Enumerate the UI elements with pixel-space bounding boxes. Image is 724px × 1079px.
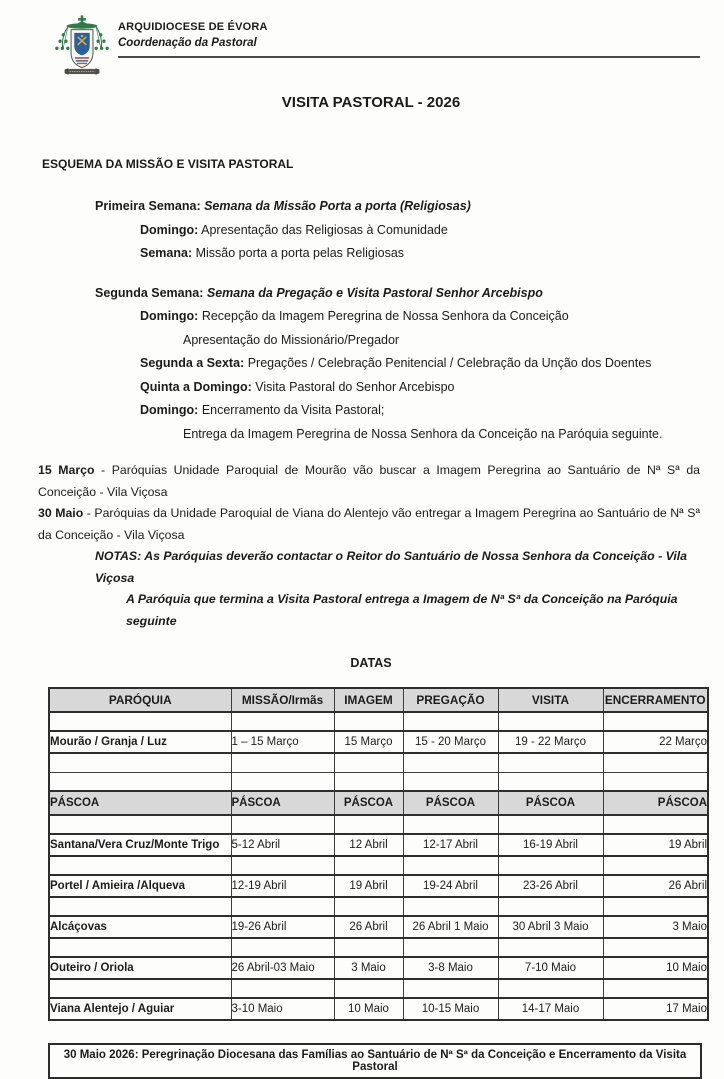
date-cell: 12-17 Abril <box>403 834 498 856</box>
empty-cell <box>403 897 498 916</box>
empty-cell <box>231 753 334 772</box>
date-label: 30 Maio <box>38 506 84 520</box>
empty-cell <box>49 938 231 957</box>
datas-heading: DATAS <box>350 656 392 670</box>
empty-cell <box>334 897 403 916</box>
date-label: 15 Março <box>38 463 95 477</box>
empty-cell <box>603 815 708 834</box>
date-cell: 17 Maio <box>603 998 708 1020</box>
week2-item: Apresentação do Missionário/Pregador <box>183 332 400 347</box>
parish-cell: Santana/Vera Cruz/Monte Trigo <box>49 834 231 856</box>
empty-cell <box>334 753 403 772</box>
week2-title <box>95 282 700 306</box>
parish-cell: Viana Alentejo / Aguiar <box>49 998 231 1020</box>
empty-cell <box>603 712 708 731</box>
empty-cell <box>403 856 498 875</box>
date-cell: 10 Maio <box>334 998 403 1020</box>
spacer-row <box>49 712 708 731</box>
season-cell: PÁSCOA <box>403 791 498 815</box>
week2-block <box>95 282 700 447</box>
empty-cell <box>403 938 498 957</box>
empty-cell <box>603 772 708 791</box>
empty-cell <box>49 856 231 875</box>
spacer-row <box>49 856 708 875</box>
date-cell: 7-10 Maio <box>498 957 603 979</box>
empty-cell <box>231 897 334 916</box>
empty-cell <box>603 979 708 998</box>
table-row <box>49 875 708 897</box>
date-cell: 23-26 Abril <box>498 875 603 897</box>
week2-item: Domingo: Recepção da Imagem Peregrina de Nossa Senhora da Conceição <box>140 309 569 323</box>
parish-cell: Alcáçovas <box>49 916 231 938</box>
coat-of-arms-icon <box>53 14 111 80</box>
date-cell: 19 Abril <box>334 875 403 897</box>
date-cell: 3-10 Maio <box>231 998 334 1020</box>
page-title: VISITA PASTORAL - 2026 <box>281 94 461 111</box>
empty-cell <box>403 815 498 834</box>
week1-item: Domingo: Apresentação das Religiosas à Comunidade <box>140 222 448 237</box>
notas-block <box>95 546 700 632</box>
nota-line: NOTAS: As Paróquias deverão contactar o Reitor do Santuário de Nossa Senhora da Conceição - Vila Viçosa <box>95 549 688 585</box>
date-cell: 15 - 20 Março <box>403 731 498 753</box>
nota-line: A Paróquia que termina a Visita Pastoral entrega a Imagem de Nª Sª da Conceição na Paróquia seguinte <box>126 592 678 628</box>
date-cell: 30 Abril 3 Maio <box>498 916 603 938</box>
week1-title <box>95 195 700 219</box>
empty-cell <box>49 897 231 916</box>
season-row <box>49 791 708 815</box>
date-cell: 19 Abril <box>603 834 708 856</box>
week2-item: Segunda a Sexta: Pregações / Celebração Penitencial / Celebração da Unção dos Doentes <box>140 356 652 370</box>
date-cell: 3 Maio <box>334 957 403 979</box>
department-name: Coordenação da Pastoral <box>118 37 257 49</box>
table-header-row <box>49 688 708 712</box>
empty-cell <box>334 979 403 998</box>
table-row <box>49 998 708 1020</box>
document-header <box>42 14 700 80</box>
empty-cell <box>603 938 708 957</box>
spacer-row <box>49 938 708 957</box>
week2-item: Quinta a Domingo: Visita Pastoral do Senhor Arcebispo <box>140 379 455 394</box>
season-cell: PÁSCOA <box>334 791 403 815</box>
empty-cell <box>498 938 603 957</box>
column-header: PARÓQUIA <box>49 688 231 712</box>
date-cell: 10-15 Maio <box>403 998 498 1020</box>
season-cell: PÁSCOA <box>603 791 708 815</box>
empty-cell <box>603 753 708 772</box>
date-cell: 26 Abril-03 Maio <box>231 957 334 979</box>
table-row <box>49 834 708 856</box>
footer-note: 30 Maio 2026: Peregrinação Diocesana das Famílias ao Santuário de Nª Sª da Conceição e Encerramento da Visita Pastoral <box>48 1043 702 1079</box>
datas-table <box>48 687 709 1021</box>
empty-cell <box>498 753 603 772</box>
season-cell: PÁSCOA <box>49 791 231 815</box>
parish-cell: Portel / Amieira /Alqueva <box>49 875 231 897</box>
empty-cell <box>334 856 403 875</box>
empty-cell <box>603 856 708 875</box>
spacer-row <box>49 979 708 998</box>
week2-label: Segunda Semana: <box>95 285 204 300</box>
empty-cell <box>231 938 334 957</box>
empty-cell <box>49 753 231 772</box>
spacer-row <box>49 772 708 791</box>
empty-cell <box>231 772 334 791</box>
spacer-row <box>49 897 708 916</box>
date-cell: 5-12 Abril <box>231 834 334 856</box>
date-cell: 10 Maio <box>603 957 708 979</box>
table-row <box>49 916 708 938</box>
date-cell: 26 Abril <box>603 875 708 897</box>
season-cell: PÁSCOA <box>498 791 603 815</box>
empty-cell <box>334 815 403 834</box>
week1-block <box>95 195 700 266</box>
empty-cell <box>403 753 498 772</box>
week1-label: Primeira Semana: <box>95 199 201 213</box>
empty-cell <box>334 712 403 731</box>
header-text-block <box>118 14 700 58</box>
empty-cell <box>498 856 603 875</box>
notas-label: NOTAS: <box>95 549 142 563</box>
date-cell: 26 Abril 1 Maio <box>403 916 498 938</box>
date-cell: 14-17 Maio <box>498 998 603 1020</box>
column-header: MISSÃO/Irmãs <box>231 688 334 712</box>
date-cell: 15 Março <box>334 731 403 753</box>
empty-cell <box>231 979 334 998</box>
empty-cell <box>603 897 708 916</box>
empty-cell <box>498 712 603 731</box>
date-cell: 19 - 22 Março <box>498 731 603 753</box>
spacer-row <box>49 753 708 772</box>
week2-subtitle: Semana da Pregação e Visita Pastoral Senhor Arcebispo <box>206 285 543 300</box>
empty-cell <box>498 815 603 834</box>
week1-item: Semana: Missão porta a porta pelas Religiosas <box>140 246 405 260</box>
week2-item: Domingo: Encerramento da Visita Pastoral; <box>140 403 385 417</box>
empty-cell <box>49 712 231 731</box>
date-cell: 26 Abril <box>334 916 403 938</box>
week2-item: Entrega da Imagem Peregrina de Nossa Senhora da Conceição na Paróquia seguinte. <box>183 426 663 441</box>
empty-cell <box>403 979 498 998</box>
date-cell: 16-19 Abril <box>498 834 603 856</box>
empty-cell <box>231 815 334 834</box>
column-header: ENCERRAMENTO <box>603 688 708 712</box>
organization-name: ARQUIDIOCESE DE ÉVORA <box>118 21 268 33</box>
table-row <box>49 957 708 979</box>
column-header: IMAGEM <box>334 688 403 712</box>
transfer-note-paragraph: 15 Março - Paróquias Unidade Paroquial de Mourão vão buscar a Imagem Peregrina ao Santuário de Nª Sª da Conceição - Vila Viçosa 30 Maio - Paróquias da Unidade Paroquial de Viana do Alentejo vão entregar a Imagem Peregrina ao Santuário de Nª Sª da Conceição - Vila Viçosa <box>38 463 700 542</box>
esquema-heading: ESQUEMA DA MISSÃO E VISITA PASTORAL <box>42 157 294 171</box>
date-cell: 22 Março <box>603 731 708 753</box>
date-cell: 3 Maio <box>603 916 708 938</box>
date-cell: 19-24 Abril <box>403 875 498 897</box>
empty-cell <box>403 712 498 731</box>
date-cell: 3-8 Maio <box>403 957 498 979</box>
column-header: PREGAÇÃO <box>403 688 498 712</box>
empty-cell <box>498 979 603 998</box>
empty-cell <box>403 772 498 791</box>
empty-cell <box>49 979 231 998</box>
parish-cell: Outeiro / Oriola <box>49 957 231 979</box>
date-cell: 19-26 Abril <box>231 916 334 938</box>
empty-cell <box>498 772 603 791</box>
date-cell: 12 Abril <box>334 834 403 856</box>
empty-cell <box>334 938 403 957</box>
date-cell: 12-19 Abril <box>231 875 334 897</box>
table-row <box>49 731 708 753</box>
spacer-row <box>49 815 708 834</box>
column-header: VISITA <box>498 688 603 712</box>
parish-cell: Mourão / Granja / Luz <box>49 731 231 753</box>
empty-cell <box>49 815 231 834</box>
empty-cell <box>231 856 334 875</box>
empty-cell <box>231 712 334 731</box>
empty-cell <box>498 897 603 916</box>
week1-subtitle: Semana da Missão Porta a porta (Religiosas) <box>204 199 471 213</box>
season-cell: PÁSCOA <box>231 791 334 815</box>
empty-cell <box>49 772 231 791</box>
date-cell: 1 – 15 Março <box>231 731 334 753</box>
empty-cell <box>334 772 403 791</box>
